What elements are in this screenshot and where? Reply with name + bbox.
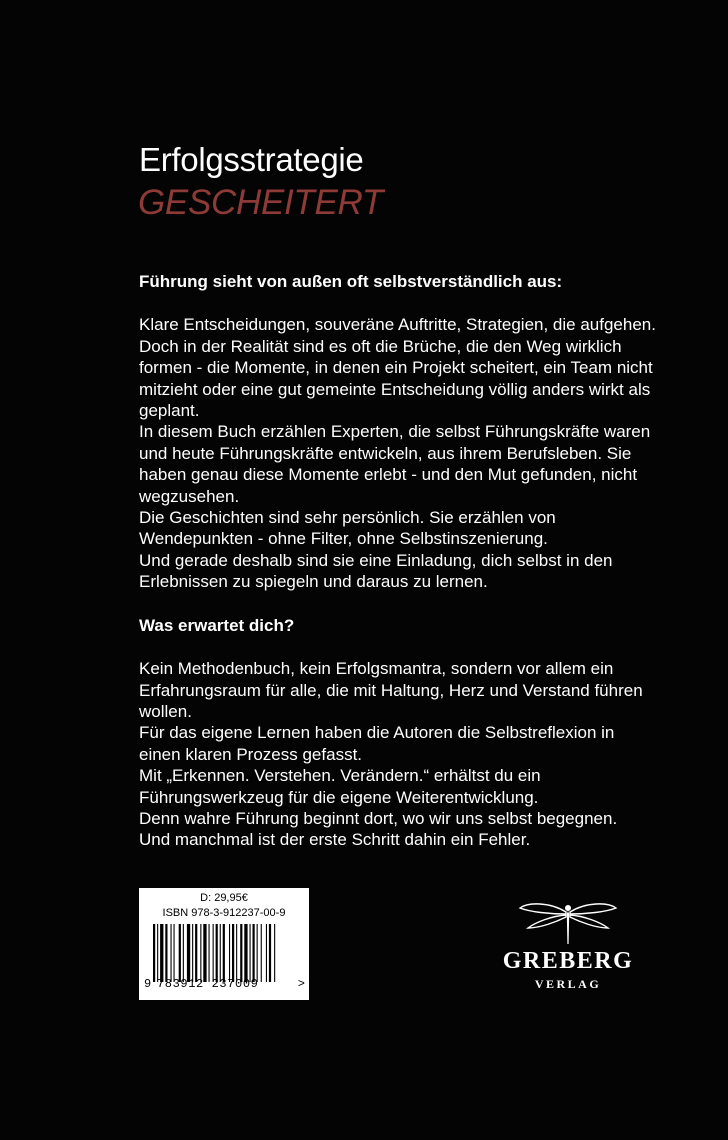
barcode-bar [209,924,210,982]
blurb-paragraph: Die Geschichten sind sehr persönlich. Sie erzählen von Wendepunkten - ohne Filter, ohne Selbstinszenierung. [139,508,556,549]
barcode-bar [220,924,221,982]
barcode-bar [160,924,163,982]
barcode-bar [266,924,267,982]
blurb-paragraph: Für das eigene Lernen haben die Autoren die Selbstreflexion in einen klaren Prozess gefasst. [139,723,615,764]
barcode-bar [261,924,262,982]
isbn-number: ISBN 978-3-912237-00-9 [162,907,286,919]
barcode-bar [171,924,172,982]
barcode-bar [157,924,158,982]
blurb-paragraph: In diesem Buch erzählen Experten, die selbst Führungskräfte waren und heute Führungskräfte entwickeln, aus ihrem Berufsleben. Sie haben genau diese Momente erlebt - und den Mut gefunden, nicht wegzusehen. [139,422,651,506]
barcode-bar [153,924,155,982]
section-heading-leadership: Führung sieht von außen oft selbstverständlich aus: [139,272,563,291]
barcode-bar [195,924,197,982]
barcode-bar [187,924,190,982]
barcode-bar [253,924,255,982]
section-heading-expectations: Was erwartet dich? [139,615,295,635]
barcode-bar [216,924,218,982]
barcode-bar [174,924,175,982]
barcode-bar [232,924,234,982]
barcode-bar [183,924,184,982]
barcode-bar [244,924,247,982]
blurb-paragraph: Denn wahre Führung beginnt dort, wo wir uns selbst begegnen. [139,808,618,828]
blurb-paragraph: Und manchmal ist der erste Schritt dahin ein Fehler. [139,830,531,850]
barcode-bar [229,924,230,982]
dragonfly-icon [508,900,628,946]
blurb-paragraph: Kein Methodenbuch, kein Erfolgsmantra, sondern vor allem ein Erfahrungsraum für alle, die mit Haltung, Herz und Verstand führen wollen. [139,659,643,721]
publisher-subname: VERLAG [534,977,602,991]
blurb-paragraph: Mit „Erkennen. Verstehen. Verändern.“ erhältst du ein Führungswerkzeug für die eigene Weiterentwicklung. [139,766,541,807]
book-title: Erfolgsstrategie [139,141,364,178]
barcode-bar [165,924,167,982]
barcode-bar [179,924,181,982]
barcode-bar [192,924,193,982]
book-subtitle: GESCHEITERT [138,183,383,222]
barcode-bar [250,924,251,982]
blurb-paragraph: Klare Entscheidungen, souveräne Auftritte, Strategien, die aufgehen. Doch in der Realität sind es oft die Brüche, die den Weg wirklich formen - die Momente, in denen ein Projekt scheitert, ein Team nicht mitzieht oder eine gut gemeinte Entscheidung völlig anders wirkt als geplant. [139,315,656,421]
barcode-bar [236,924,237,982]
barcode-bars [153,924,295,982]
barcode-bar [274,924,275,982]
barcode-bar [200,924,201,982]
barcode-bar [223,924,225,982]
barcode-bar [213,924,214,982]
isbn-barcode-label [139,888,309,1000]
price-label: D: 29,95€ [200,892,248,904]
publisher-name: GREBERG [502,948,634,974]
barcode-bar [257,924,258,982]
blurb-paragraph: Und gerade deshalb sind sie eine Einladung, dich selbst in den Erlebnissen zu spiegeln und daraus zu lernen. [139,550,613,592]
publisher-logo [498,900,638,995]
blurb-text [139,271,659,851]
barcode-bar [203,924,206,982]
ean-quiet-zone-mark: > [297,977,305,991]
ean-first-digit: 9 [144,977,152,991]
barcode-bar [269,924,271,982]
ean-digits: 783912 237009 [157,977,259,991]
barcode-bar [240,924,242,982]
